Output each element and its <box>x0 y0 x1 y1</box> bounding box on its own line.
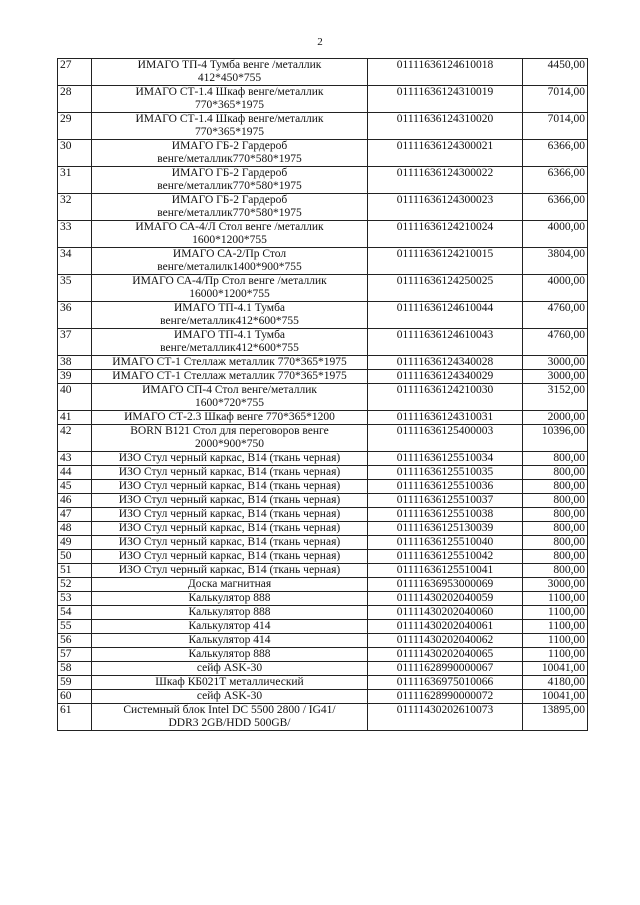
item-name <box>92 578 368 592</box>
table-row <box>58 648 588 662</box>
table-row <box>58 113 588 140</box>
inventory-code: 01111430202040062 <box>368 634 523 648</box>
item-name <box>92 194 368 221</box>
item-name-line: ИМАГО СТ-1.4 Шкаф венге/металлик <box>135 113 324 125</box>
inventory-code: 01111636124300022 <box>368 167 523 194</box>
item-name-line: 16000*1200*755 <box>189 288 270 300</box>
inventory-table <box>57 58 588 731</box>
item-name-line: венге/металлик412*600*755 <box>160 342 299 354</box>
table-row <box>58 59 588 86</box>
row-number: 32 <box>58 194 92 221</box>
item-price: 3152,00 <box>523 384 588 411</box>
inventory-code: 01111636124610044 <box>368 302 523 329</box>
item-name <box>92 536 368 550</box>
inventory-code: 01111430202040059 <box>368 592 523 606</box>
row-number: 50 <box>58 550 92 564</box>
item-name <box>92 221 368 248</box>
table-row <box>58 634 588 648</box>
inventory-code: 01111636124340028 <box>368 356 523 370</box>
inventory-code: 01111636125510041 <box>368 564 523 578</box>
inventory-code: 01111636124310031 <box>368 411 523 425</box>
row-number: 36 <box>58 302 92 329</box>
inventory-code: 01111430202040061 <box>368 620 523 634</box>
row-number: 44 <box>58 466 92 480</box>
item-name <box>92 411 368 425</box>
inventory-code: 01111636125510034 <box>368 452 523 466</box>
item-name-line: ИЗО Стул черный каркас, В14 (ткань черная) <box>118 480 341 492</box>
item-name-line: 2000*900*750 <box>195 438 264 450</box>
page-number: 2 <box>317 36 323 48</box>
table-row <box>58 194 588 221</box>
row-number: 46 <box>58 494 92 508</box>
item-name-line: ИЗО Стул черный каркас, В14 (ткань черная) <box>118 466 341 478</box>
item-name <box>92 648 368 662</box>
inventory-code: 01111636124300021 <box>368 140 523 167</box>
inventory-code: 01111636125510042 <box>368 550 523 564</box>
item-price: 1100,00 <box>523 606 588 620</box>
row-number: 49 <box>58 536 92 550</box>
row-number: 27 <box>58 59 92 86</box>
inventory-code: 01111636125510035 <box>368 466 523 480</box>
item-price: 3000,00 <box>523 356 588 370</box>
item-name-line: ИЗО Стул черный каркас, В14 (ткань черная) <box>118 536 341 548</box>
table-row <box>58 578 588 592</box>
row-number: 55 <box>58 620 92 634</box>
row-number: 45 <box>58 480 92 494</box>
item-price: 4000,00 <box>523 221 588 248</box>
table-row <box>58 452 588 466</box>
item-name-line: 1600*1200*755 <box>192 234 267 246</box>
inventory-table-body <box>58 59 588 731</box>
item-name-line: венге/металлик770*580*1975 <box>157 180 302 192</box>
inventory-code: 01111636125510038 <box>368 508 523 522</box>
item-price: 4450,00 <box>523 59 588 86</box>
item-name-line: венге/металлик770*580*1975 <box>157 153 302 165</box>
item-name-line: ИМАГО СА-4/Пр Стол венге /металлик <box>132 275 327 287</box>
inventory-code: 01111636124210015 <box>368 248 523 275</box>
inventory-code: 01111430202610073 <box>368 704 523 731</box>
item-name <box>92 59 368 86</box>
table-row <box>58 275 588 302</box>
row-number: 30 <box>58 140 92 167</box>
item-price: 1100,00 <box>523 648 588 662</box>
item-name <box>92 275 368 302</box>
table-row <box>58 620 588 634</box>
table-row <box>58 508 588 522</box>
item-name-line: ИМАГО ТП-4 Тумба венге /металлик <box>137 59 322 71</box>
table-row <box>58 370 588 384</box>
item-name <box>92 113 368 140</box>
item-name-line: BORN B121 Стол для переговоров венге <box>130 425 329 437</box>
item-name <box>92 550 368 564</box>
item-name-line: ИМАГО СТ-2.3 Шкаф венге 770*365*1200 <box>124 411 335 423</box>
table-row <box>58 550 588 564</box>
item-name-line: ИМАГО ТП-4.1 Тумба <box>173 302 286 314</box>
item-name-line: ИМАГО СТ-1.4 Шкаф венге/металлик <box>135 86 324 98</box>
item-name <box>92 690 368 704</box>
item-name-line: DDR3 2GB/HDD 500GB/ <box>168 717 291 729</box>
item-name-line: Калькулятор 414 <box>188 620 271 632</box>
item-name <box>92 302 368 329</box>
item-price: 800,00 <box>523 494 588 508</box>
table-row <box>58 522 588 536</box>
row-number: 57 <box>58 648 92 662</box>
item-price: 3000,00 <box>523 370 588 384</box>
item-name <box>92 356 368 370</box>
row-number: 48 <box>58 522 92 536</box>
inventory-code: 01111636124250025 <box>368 275 523 302</box>
item-name-line: ИМАГО СА-2/Пр Стол <box>172 248 287 260</box>
item-price: 10041,00 <box>523 662 588 676</box>
inventory-code: 01111636953000069 <box>368 578 523 592</box>
inventory-code: 01111628990000067 <box>368 662 523 676</box>
inventory-code: 01111636124340029 <box>368 370 523 384</box>
item-name <box>92 480 368 494</box>
table-row <box>58 676 588 690</box>
row-number: 61 <box>58 704 92 731</box>
item-name <box>92 370 368 384</box>
item-price: 1100,00 <box>523 592 588 606</box>
item-name <box>92 522 368 536</box>
row-number: 38 <box>58 356 92 370</box>
item-name <box>92 86 368 113</box>
table-row <box>58 592 588 606</box>
row-number: 54 <box>58 606 92 620</box>
item-name <box>92 606 368 620</box>
row-number: 60 <box>58 690 92 704</box>
row-number: 59 <box>58 676 92 690</box>
inventory-code: 01111636125400003 <box>368 425 523 452</box>
item-name-line: Доска магнитная <box>187 578 272 590</box>
table-row <box>58 356 588 370</box>
item-name-line: ИМАГО ГБ-2 Гардероб <box>171 140 288 152</box>
inventory-code: 01111636125510036 <box>368 480 523 494</box>
inventory-code: 01111430202040065 <box>368 648 523 662</box>
item-name <box>92 494 368 508</box>
item-name <box>92 140 368 167</box>
table-row <box>58 466 588 480</box>
item-name <box>92 248 368 275</box>
row-number: 31 <box>58 167 92 194</box>
item-name-line: сейф ASK-30 <box>196 690 263 702</box>
item-price: 4760,00 <box>523 329 588 356</box>
table-row <box>58 536 588 550</box>
inventory-code: 01111636125130039 <box>368 522 523 536</box>
item-name-line: ИМАГО СТ-1 Стеллаж металлик 770*365*1975 <box>112 370 347 382</box>
table-row <box>58 167 588 194</box>
item-name-line: венге/металлик770*580*1975 <box>157 207 302 219</box>
item-name <box>92 329 368 356</box>
item-name-line: ИМАГО СТ-1 Стеллаж металлик 770*365*1975 <box>112 356 347 368</box>
item-name <box>92 167 368 194</box>
row-number: 28 <box>58 86 92 113</box>
item-name-line: ИМАГО СП-4 Стол венге/металлик <box>142 384 317 396</box>
item-name <box>92 592 368 606</box>
row-number: 53 <box>58 592 92 606</box>
row-number: 33 <box>58 221 92 248</box>
item-price: 13895,00 <box>523 704 588 731</box>
table-row <box>58 662 588 676</box>
item-name-line: 770*365*1975 <box>195 126 264 138</box>
table-row <box>58 140 588 167</box>
item-price: 800,00 <box>523 508 588 522</box>
item-price: 7014,00 <box>523 86 588 113</box>
item-name-line: Шкаф КБ021Т металлический <box>155 676 304 688</box>
item-name-line: Калькулятор 888 <box>188 606 271 618</box>
row-number: 40 <box>58 384 92 411</box>
row-number: 58 <box>58 662 92 676</box>
item-price: 1100,00 <box>523 620 588 634</box>
item-name-line: ИЗО Стул черный каркас, В14 (ткань черная) <box>118 564 341 576</box>
table-row <box>58 411 588 425</box>
item-name-line: венге/металилк1400*900*755 <box>157 261 302 273</box>
item-price: 800,00 <box>523 466 588 480</box>
inventory-code: 01111636124300023 <box>368 194 523 221</box>
item-name-line: ИМАГО ГБ-2 Гардероб <box>171 167 288 179</box>
item-name-line: ИЗО Стул черный каркас, В14 (ткань черная) <box>118 522 341 534</box>
inventory-code: 01111636124610043 <box>368 329 523 356</box>
item-name-line: ИЗО Стул черный каркас, В14 (ткань черная) <box>118 494 341 506</box>
item-name <box>92 634 368 648</box>
item-name-line: сейф ASK-30 <box>196 662 263 674</box>
inventory-code: 01111636975010066 <box>368 676 523 690</box>
item-name-line: ИЗО Стул черный каркас, В14 (ткань черная) <box>118 550 341 562</box>
item-price: 800,00 <box>523 564 588 578</box>
row-number: 47 <box>58 508 92 522</box>
item-name-line: Калькулятор 888 <box>188 592 271 604</box>
table-row <box>58 86 588 113</box>
table-row <box>58 302 588 329</box>
item-name <box>92 452 368 466</box>
inventory-code: 01111636124210030 <box>368 384 523 411</box>
row-number: 29 <box>58 113 92 140</box>
row-number: 51 <box>58 564 92 578</box>
table-row <box>58 704 588 731</box>
table-row <box>58 248 588 275</box>
row-number: 52 <box>58 578 92 592</box>
row-number: 37 <box>58 329 92 356</box>
item-name-line: ИЗО Стул черный каркас, В14 (ткань черная) <box>118 508 341 520</box>
table-row <box>58 606 588 620</box>
item-price: 4000,00 <box>523 275 588 302</box>
table-row <box>58 494 588 508</box>
inventory-code: 01111636124210024 <box>368 221 523 248</box>
table-row <box>58 564 588 578</box>
item-price: 6366,00 <box>523 194 588 221</box>
table-row <box>58 425 588 452</box>
item-name <box>92 508 368 522</box>
item-price: 4760,00 <box>523 302 588 329</box>
item-name-line: Системный блок Intel DC 5500 2800 / IG41/ <box>123 704 336 716</box>
item-price: 10396,00 <box>523 425 588 452</box>
row-number: 35 <box>58 275 92 302</box>
item-price: 800,00 <box>523 452 588 466</box>
table-row <box>58 329 588 356</box>
item-price: 10041,00 <box>523 690 588 704</box>
table-row <box>58 221 588 248</box>
inventory-code: 01111628990000072 <box>368 690 523 704</box>
item-name-line: ИМАГО СА-4/Л Стол венге /металлик <box>135 221 324 233</box>
table-row <box>58 384 588 411</box>
item-name <box>92 466 368 480</box>
row-number: 41 <box>58 411 92 425</box>
item-price: 800,00 <box>523 536 588 550</box>
item-price: 3000,00 <box>523 578 588 592</box>
item-name-line: Калькулятор 414 <box>188 634 271 646</box>
item-name-line: 412*450*755 <box>197 72 262 84</box>
inventory-code: 01111636125510040 <box>368 536 523 550</box>
item-name <box>92 564 368 578</box>
item-price: 4180,00 <box>523 676 588 690</box>
row-number: 39 <box>58 370 92 384</box>
item-name <box>92 425 368 452</box>
item-price: 6366,00 <box>523 167 588 194</box>
item-name <box>92 620 368 634</box>
table-row <box>58 690 588 704</box>
inventory-code: 01111430202040060 <box>368 606 523 620</box>
item-price: 6366,00 <box>523 140 588 167</box>
inventory-code: 01111636124310019 <box>368 86 523 113</box>
row-number: 56 <box>58 634 92 648</box>
item-name-line: 1600*720*755 <box>195 397 264 409</box>
item-name <box>92 384 368 411</box>
item-name-line: ИЗО Стул черный каркас, В14 (ткань черная) <box>118 452 341 464</box>
item-price: 2000,00 <box>523 411 588 425</box>
inventory-code: 01111636124310020 <box>368 113 523 140</box>
row-number: 43 <box>58 452 92 466</box>
item-price: 3804,00 <box>523 248 588 275</box>
row-number: 34 <box>58 248 92 275</box>
row-number: 42 <box>58 425 92 452</box>
item-name-line: ИМАГО ГБ-2 Гардероб <box>171 194 288 206</box>
item-price: 7014,00 <box>523 113 588 140</box>
item-name <box>92 704 368 731</box>
item-name-line: венге/металлик412*600*755 <box>160 315 299 327</box>
item-name-line: Калькулятор 888 <box>188 648 271 660</box>
inventory-code: 01111636124610018 <box>368 59 523 86</box>
item-name-line: 770*365*1975 <box>195 99 264 111</box>
item-price: 800,00 <box>523 480 588 494</box>
item-name-line: ИМАГО ТП-4.1 Тумба <box>173 329 286 341</box>
item-price: 800,00 <box>523 522 588 536</box>
item-price: 1100,00 <box>523 634 588 648</box>
item-price: 800,00 <box>523 550 588 564</box>
table-row <box>58 480 588 494</box>
item-name <box>92 676 368 690</box>
inventory-code: 01111636125510037 <box>368 494 523 508</box>
item-name <box>92 662 368 676</box>
